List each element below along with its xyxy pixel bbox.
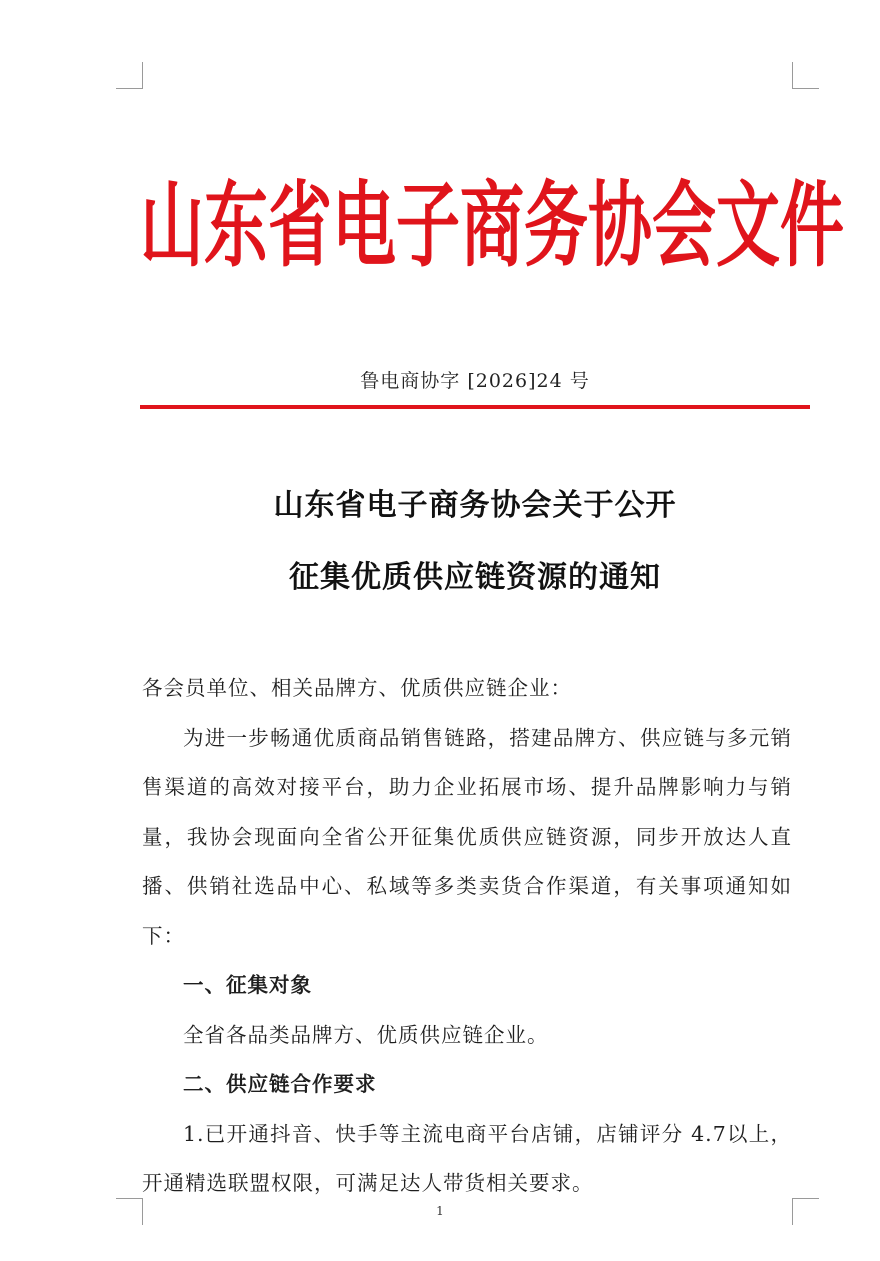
section-2-item-1: 1.已开通抖音、快手等主流电商平台店铺，店铺评分 4.7以上，开通精选联盟权限，可满足达人带货相关要求。 [142, 1121, 792, 1195]
crop-mark-top-right [792, 62, 819, 89]
masthead-char: 务 [524, 173, 588, 281]
notice-title-line-2: 征集优质供应链资源的通知 [289, 560, 661, 595]
masthead-char: 件 [780, 173, 844, 281]
red-divider-line [140, 405, 810, 409]
masthead-char: 东 [204, 173, 268, 281]
crop-mark-bottom-right [792, 1198, 819, 1225]
masthead-char: 协 [588, 173, 652, 281]
notice-body [142, 664, 792, 1209]
section-1-heading: 一、征集对象 [183, 973, 312, 997]
crop-mark-bottom-left [116, 1198, 143, 1225]
section-2-heading: 二、供应链合作要求 [183, 1072, 377, 1096]
salutation: 各会员单位、相关品牌方、优质供应链企业： [142, 676, 572, 700]
document-masthead [140, 147, 844, 307]
masthead-char: 电 [332, 173, 396, 281]
notice-title-line-1: 山东省电子商务协会关于公开 [273, 488, 677, 523]
masthead-char: 文 [716, 173, 780, 281]
section-1-text: 全省各品类品牌方、优质供应链企业。 [183, 1022, 549, 1047]
intro-paragraph: 为进一步畅通优质商品销售链路，搭建品牌方、供应链与多元销售渠道的高效对接平台，助力企业拓展市场、提升品牌影响力与销量，我协会现面向全省公开征集优质供应链资源，同步开放达人直播、供销社选品中心、私域等多类卖货合作渠道，有关事项通知如下： [142, 725, 792, 948]
masthead-char: 会 [652, 173, 716, 281]
document-number: 鲁电商协字 [2026]24 号 [360, 370, 590, 392]
masthead-char: 商 [460, 173, 524, 281]
crop-mark-top-left [116, 62, 143, 89]
page-number: 1 [436, 1204, 444, 1218]
masthead-char: 子 [396, 173, 460, 281]
masthead-char: 山 [140, 173, 204, 281]
masthead-char: 省 [268, 173, 332, 281]
